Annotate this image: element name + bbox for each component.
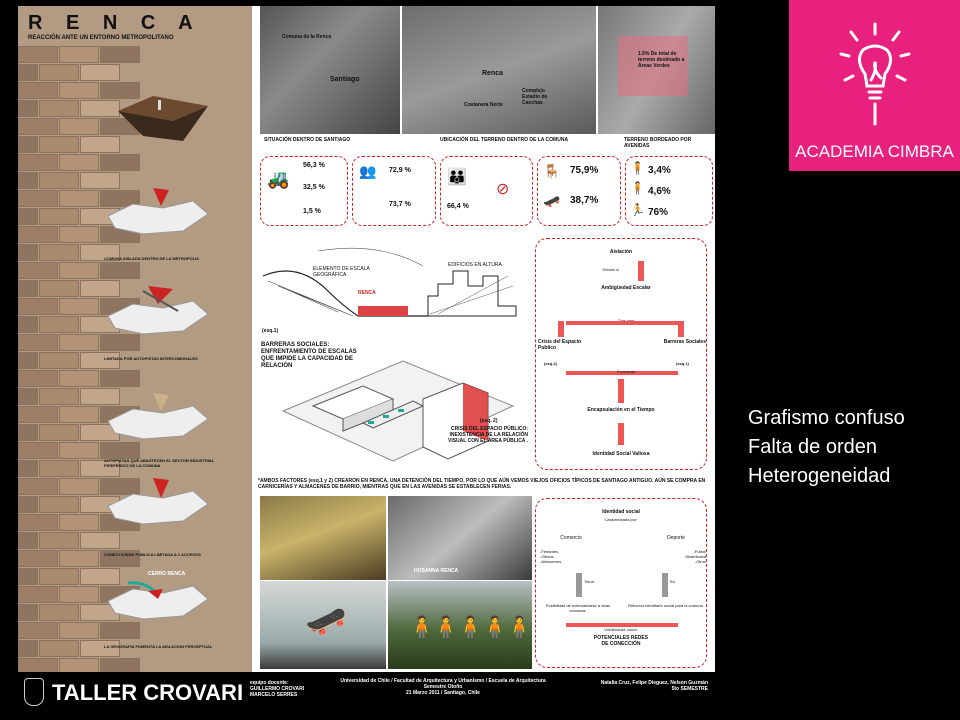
poster-title: R E N C A: [28, 12, 202, 34]
brick: [18, 172, 38, 189]
node-caracterizada: Caracterizada por:: [604, 517, 638, 522]
stat-value: 3,4%: [648, 165, 671, 176]
photo-skateboarder: [260, 581, 386, 669]
node-potenciales: POTENCIALES REDES DE CONECCIÓN: [593, 635, 649, 647]
arrow: [558, 321, 564, 337]
brick: [59, 190, 99, 207]
stat-value: 73,7 %: [389, 201, 411, 208]
footer-university: Universidad de Chile / Facultad de Arquitectura y Urbanismo / Escuela de Arquitectura Semestre Otoño 21 Marzo 2011 / Santiago, Chile: [340, 678, 546, 696]
photo-caption: TERRENO BORDEADO POR AVENIDAS: [624, 137, 692, 149]
person-icon: 🧍: [630, 181, 645, 195]
brick: [18, 406, 58, 423]
brick: [59, 262, 99, 279]
map-caption-5: LA GEOGRAFIA FOMENTA LA AISLACION PERCEPTUAL: [104, 644, 213, 649]
poster-footer: [18, 672, 715, 720]
arrow: [638, 261, 644, 281]
renca-map-4: [103, 476, 213, 531]
brick: [39, 604, 79, 621]
photo-football-team: [388, 581, 532, 669]
brick: [18, 280, 38, 297]
node-comercio: Comercio: [560, 535, 582, 541]
map-caption-4: CONECTIVIDAD PUBLICA LIMITADA A 2 ACCESOS: [104, 552, 201, 557]
brick: [18, 388, 38, 405]
stat-box-1: [260, 156, 348, 226]
brick: [18, 208, 38, 225]
family-icon: 👪: [447, 169, 467, 186]
brick: [59, 442, 99, 459]
brick: [18, 298, 58, 315]
arrow: [678, 321, 684, 337]
brick: [18, 568, 38, 585]
critique-item: Heterogeneidad: [748, 465, 891, 487]
photo-label: Comuna de la Renca: [282, 34, 332, 40]
brick: [18, 496, 38, 513]
brick: [39, 352, 79, 369]
node-volviendose: Volviéndose como:: [604, 627, 638, 632]
brick: [18, 622, 58, 639]
brick: [80, 64, 120, 81]
brick: [18, 460, 38, 477]
critique-list: [748, 404, 905, 491]
brick: [100, 262, 140, 279]
brick: [39, 316, 79, 333]
brick: [39, 244, 79, 261]
map-caption-2: LIMITADA POR AUTOPISTAS INTERCOMUNALES: [104, 356, 198, 361]
photo-caption: SITUACIÓN DENTRO DE SANTIAGO: [264, 137, 351, 143]
brick: [100, 370, 140, 387]
logo-text: ACADEMIA CIMBRA: [795, 142, 954, 161]
brick: [18, 334, 58, 351]
person-icon: 🧍: [630, 161, 645, 175]
iso-label: (esq. 2): [480, 418, 498, 424]
node-crisis: Crisis del Espacio Publico: [538, 339, 582, 351]
tractor-icon: 🚜: [267, 169, 290, 189]
people-icon: 👥: [359, 163, 377, 179]
map-caption-1: COMUNA AISLADA DENTRO DE LA METROPOLIS: [104, 256, 199, 261]
brick: [100, 658, 140, 672]
stat-value: 56,3 %: [303, 162, 325, 169]
node-esq2: (esq.2): [544, 361, 557, 366]
node-refuerzo: Refuerzo identitario social para la comuna.: [628, 603, 704, 608]
brick: [18, 586, 58, 603]
brick: [18, 658, 58, 672]
arrow: [662, 573, 668, 597]
brick: [18, 550, 58, 567]
stat-value: 32,5 %: [303, 184, 325, 191]
aerial-photo-renca: [402, 6, 596, 134]
cerro-renca-label: CERRO RENCA: [148, 571, 186, 577]
brick: [18, 424, 38, 441]
brick: [18, 478, 58, 495]
brick: [100, 154, 140, 171]
brick: [39, 208, 79, 225]
node-posibilidad: Posibilidad de externalizarse a otras comunas.: [545, 603, 611, 613]
brick: [18, 262, 58, 279]
brick: [39, 388, 79, 405]
sketch-label: EDIFICIOS EN ALTURA: [448, 262, 502, 268]
aerial-photo-strip: [260, 6, 715, 149]
brick: [59, 226, 99, 243]
node-formando: Formando: [616, 369, 636, 374]
brick: [18, 226, 58, 243]
photo-label: Renca: [482, 70, 504, 77]
photo-label: Costanera Norte: [464, 102, 503, 108]
floating-island-illustration: [113, 86, 213, 146]
node-deporte-items: -Futbol -Skateboard -Otros: [684, 549, 706, 564]
node-encapsulacion: Encapsulación en el Tiempo: [587, 407, 655, 413]
node-deporte: Deporte: [667, 535, 685, 541]
brick: [18, 46, 58, 63]
brick: [39, 424, 79, 441]
footer-title: TALLER CROVARI: [52, 680, 244, 705]
stat-value: 72,9 %: [389, 167, 411, 174]
node-aislacion: Aislación: [609, 249, 633, 255]
aerial-photo-terrain: [598, 6, 715, 134]
poster-subtitle: REACCIÓN ANTE UN ENTORNO METROPOLITANO: [28, 35, 174, 41]
brick: [18, 100, 38, 117]
sketch-label: RENCA: [358, 290, 376, 296]
aerial-photo-santiago: [260, 6, 400, 134]
university-crest-icon: [24, 678, 44, 706]
stat-value: 66,4 %: [447, 203, 469, 210]
brick: [80, 532, 120, 549]
aislacion-flow-diagram: [535, 238, 707, 470]
brick: [39, 100, 79, 117]
stat-value: 76%: [648, 207, 669, 218]
stat-box-2: [352, 156, 436, 226]
brick: [18, 64, 38, 81]
team-figures: 🧍🧍🧍🧍🧍: [408, 615, 530, 640]
photo-label: Santiago: [330, 76, 360, 83]
photo-label: HOSANNA RENCA: [414, 568, 459, 574]
stat-value: 75,9%: [570, 165, 599, 176]
sketch-label: ELEMENTO DE ESCALA GEOGRÁFICA: [313, 266, 370, 278]
factors-paragraph: *AMBOS FACTORES (esq.1 y 2) CREARON EN RENCA, UNA DETENCIÓN DEL TIEMPO, POR LO QUE AÚN VEMOS VIEJOS OFICIOS TÍPICOS DE SANTIAGO ANTIGUO. AÚN SE COMPRA EN CARNICERÍAS Y ALMACENES DE BARRIO, MIENTRAS QUE EN LAS AVENIDAS SE ESTABLECEN FERIAS.: [258, 478, 706, 490]
brick: [18, 532, 38, 549]
brick: [39, 64, 79, 81]
node-identidad-social: Identidad social: [602, 509, 640, 515]
brick: [18, 442, 58, 459]
brick: [39, 280, 79, 297]
brick: [18, 190, 58, 207]
brick: [59, 550, 99, 567]
stat-box-5: [625, 156, 713, 226]
isometric-block-illustration: [273, 351, 523, 471]
node-identidad: Identidad Social Valiosa: [592, 451, 650, 457]
arrow: [576, 573, 582, 597]
scale-sketch: [258, 246, 528, 341]
footer-students: Natalia Cruz, Felipe Dieguez, Nelson Guzmán 5to SEMESTRE: [600, 680, 708, 692]
brick: [18, 244, 38, 261]
brick: [59, 622, 99, 639]
node-es: Es:: [670, 579, 676, 584]
renca-map-3: [103, 391, 213, 446]
brick: [39, 172, 79, 189]
statistics-row: [258, 156, 715, 231]
brick: [18, 82, 58, 99]
academia-cimbra-logo: [789, 0, 960, 171]
brick: [18, 154, 58, 171]
brick: [59, 46, 99, 63]
bench-icon: 🪑: [543, 163, 561, 179]
brick: [59, 514, 99, 531]
brick: [18, 514, 58, 531]
brick: [59, 118, 99, 135]
stat-value: 4,6%: [648, 186, 671, 197]
brick: [39, 136, 79, 153]
brick: [59, 406, 99, 423]
brick: [59, 478, 99, 495]
brick: [39, 640, 79, 657]
node-ambiguedad: Ambigüedad Escalar: [601, 285, 651, 291]
renca-map-1: [103, 186, 213, 241]
renca-map-5: [103, 571, 213, 626]
critique-item: Falta de orden: [748, 436, 877, 458]
barreras-sociales-text: BARRERAS SOCIALES: ENFRENTAMIENTO DE ESCALAS QUE IMPIDE LA CAPACIDAD DE RELACIÓN: [261, 342, 357, 369]
brick: [18, 604, 38, 621]
footer-docente: equipo docente: GUILLERMO CROVARI MARCELO SERRES: [250, 680, 305, 698]
brick: [18, 370, 58, 387]
arrow: [618, 379, 624, 403]
stat-box-4: [537, 156, 621, 226]
identidad-social-diagram: [535, 498, 707, 668]
crisis-espacio-text: CRISIS DEL ESPACIO PÚBLICO: INEXISTENCIA DE LA RELACIÓN VISUAL CON EL ÁREA PÚBLICA .: [448, 426, 529, 444]
brick: [18, 118, 58, 135]
skater-figure: 🛹: [305, 602, 348, 640]
brick: [59, 154, 99, 171]
no-sign-icon: ⊘: [496, 181, 510, 198]
brick: [18, 136, 38, 153]
node-barreras: Barreras Sociales: [663, 339, 706, 345]
brick: [59, 298, 99, 315]
node-comercio-items: -Feriantes. -Oficios. -Almacenes.: [540, 549, 563, 564]
stat-value: 1,5 %: [303, 208, 321, 215]
photo-label: 1.5% De total de terreno destinado a Áreas Verdes: [638, 51, 685, 69]
stat-value: 38,7%: [570, 195, 599, 206]
poster-slide: [18, 6, 715, 672]
brick: [59, 334, 99, 351]
brick: [39, 568, 79, 585]
map-caption-3: AUTOPISTAS QUE ABASTECEN EL SECTOR INDUSTRIAL PERIFÉRICO DE LA COMUNA: [104, 458, 215, 468]
lightbulb-icon: [837, 20, 913, 130]
sketch-label: (esq.1): [262, 328, 279, 334]
photo-horse-cart: [388, 496, 532, 580]
photo-market: [260, 496, 386, 580]
brick: [18, 352, 38, 369]
brick: [18, 316, 38, 333]
arrow: [618, 423, 624, 445]
skater-icon: 🛹: [543, 193, 561, 209]
brick: [18, 640, 38, 657]
brick: [59, 586, 99, 603]
node-tiene: Tiene:: [584, 579, 595, 584]
brick: [59, 658, 99, 672]
arrow: [566, 321, 678, 325]
brick: [39, 496, 79, 513]
runner-icon: 🏃: [630, 203, 645, 217]
brick: [39, 460, 79, 477]
node-debido: Debido a:: [602, 267, 620, 272]
brick: [100, 46, 140, 63]
brick: [59, 82, 99, 99]
photo-caption: UBICACIÓN DEL TERRENO DENTRO DE LA COMUNA: [440, 137, 569, 143]
photo-label: Complejo Estadio de Canchas: [522, 88, 548, 106]
brick: [59, 370, 99, 387]
renca-map-2: [103, 286, 213, 341]
critique-item: Grafismo confuso: [748, 407, 905, 429]
brick: [39, 532, 79, 549]
node-esq1: (esq.1): [676, 361, 689, 366]
stat-box-3: [440, 156, 533, 226]
